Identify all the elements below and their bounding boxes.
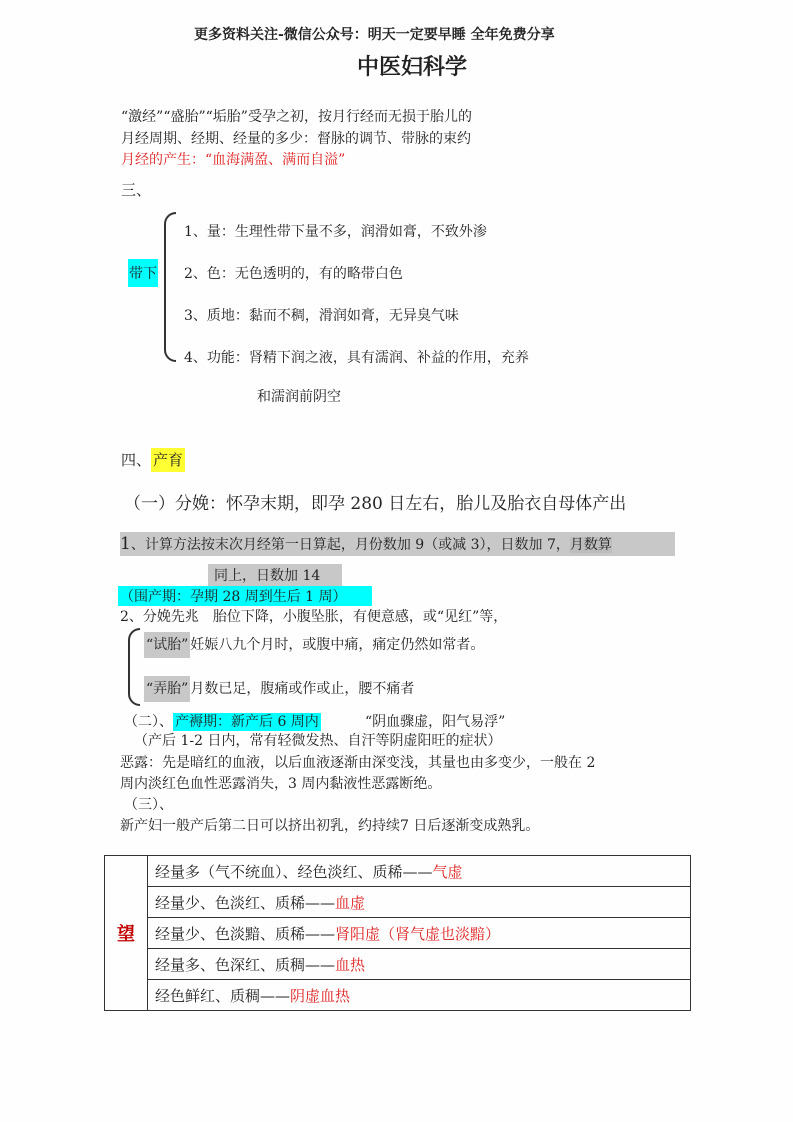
table-row bbox=[105, 918, 691, 949]
trial-labor-row bbox=[144, 634, 484, 654]
table-row bbox=[105, 949, 691, 980]
brace-labor bbox=[128, 628, 140, 706]
intro-line-3: 月经的产生：“血海满盈、满而自溢” bbox=[121, 152, 346, 168]
false-labor-label: “弄胎” bbox=[144, 676, 190, 702]
menses-observation-table bbox=[104, 855, 691, 1011]
table-cell: 经量少、色淡黯、质稀——肾阳虚（肾气虚也淡黯） bbox=[148, 918, 691, 949]
intro-line-1: “激经”“盛胎”“垢胎”受孕之初，按月行经而无损于胎儿的 bbox=[121, 109, 472, 125]
false-labor-text: 月数已足，腹痛或作或止，腰不痛者 bbox=[190, 681, 415, 697]
section-4-heading bbox=[121, 449, 185, 470]
table-cell: 经量多、色深红、质稠——血热 bbox=[148, 949, 691, 980]
calc-line bbox=[120, 532, 675, 556]
observe-label: 望 bbox=[105, 856, 148, 1011]
table-row bbox=[105, 856, 691, 887]
diagnosis-text: 肾阳虚（肾气虚也淡黯） bbox=[335, 924, 501, 943]
table-cell: 经色鲜红、质稠——阴虚血热 bbox=[148, 980, 691, 1011]
section-3-heading: 三、 bbox=[121, 181, 152, 199]
calc-text: 、计算方法按末次月经第一日算起，月份数加 9（或减 3），日数加 7， bbox=[130, 537, 570, 553]
table-cell: 经量多（气不统血）、经色淡红、质稀——气虚 bbox=[148, 856, 691, 887]
diagnosis-text: 血虚 bbox=[335, 893, 366, 912]
diagnosis-text: 阴虚血热 bbox=[290, 986, 351, 1005]
diagnosis-text: 气虚 bbox=[432, 862, 463, 881]
section-4-3-heading: （三）、 bbox=[124, 797, 173, 813]
calc-highlight: 月数算 bbox=[569, 537, 612, 553]
promo-banner: 更多资料关注-微信公众号：明天一定要早睡 全年免费分享 bbox=[194, 27, 555, 43]
leukorrhea-label: 带下 bbox=[128, 259, 158, 287]
section-4-prefix: 四、 bbox=[121, 451, 152, 469]
table-cell: 经量少、色淡红、质稀——血虚 bbox=[148, 887, 691, 918]
delivery-subheading: （一）分娩：怀孕末期，即孕 280 日左右，胎儿及胎衣自母体产出 bbox=[124, 494, 627, 514]
leukorrhea-item-1: 1、量：生理性带下量不多，润滑如膏，不致外渗 bbox=[184, 224, 487, 240]
brace-left bbox=[164, 212, 176, 362]
trial-labor-text: 妊娠八九个月时，或腹中痛，痛定仍然如常者。 bbox=[190, 637, 485, 653]
table-row bbox=[105, 887, 691, 918]
page-title: 中医妇科学 bbox=[357, 54, 468, 80]
leukorrhea-item-2: 2、色：无色透明的，有的略带白色 bbox=[184, 266, 403, 282]
calc-number: 1 bbox=[120, 534, 131, 554]
trial-labor-label: “试胎” bbox=[144, 632, 190, 658]
labor-signs: 2、分娩先兆 胎位下降，小腹坠胀，有便意感，或“见红”等， bbox=[120, 609, 508, 625]
false-labor-row bbox=[144, 678, 414, 698]
calc-continued: 同上，日数加 14 bbox=[208, 564, 342, 586]
childbirth-highlight: 产育 bbox=[151, 448, 185, 472]
leukorrhea-item-4-cont: 和濡润前阴空 bbox=[257, 389, 341, 405]
puerperium-prefix: （二）、 bbox=[124, 714, 173, 730]
puerperium-note: （产后 1-2 日内，常有轻微发热、自汗等阴虚阳旺的症状） bbox=[134, 733, 502, 749]
intro-line-2: 月经周期、经期、经量的多少：督脉的调节、带脉的束约 bbox=[121, 131, 471, 147]
lochia-line-2: 周内淡红色血性恶露消失，3 周内黏液性恶露断绝。 bbox=[120, 776, 442, 792]
puerperium-highlight: 产褥期：新产后 6 周内 bbox=[175, 714, 319, 730]
leukorrhea-item-4: 4、功能：肾精下润之液，具有濡润、补益的作用，充养 bbox=[184, 350, 529, 366]
lochia-line-1: 恶露：先是暗红的血液，以后血液逐渐由深变浅，其量也由多变少，一般在 2 bbox=[120, 755, 596, 771]
diagnosis-text: 血热 bbox=[335, 955, 366, 974]
lactation-line: 新产妇一般产后第二日可以挤出初乳，约持续7 日后逐渐变成熟乳。 bbox=[120, 818, 540, 834]
puerperium-line bbox=[124, 711, 321, 731]
table-row bbox=[105, 980, 691, 1011]
puerperium-quote: “阴血骤虚，阳气易浮” bbox=[365, 714, 506, 730]
leukorrhea-item-3: 3、质地：黏而不稠，滑润如膏，无异臭气味 bbox=[184, 308, 459, 324]
perinatal-note: （围产期：孕期 28 周到生后 1 周） bbox=[118, 586, 372, 606]
